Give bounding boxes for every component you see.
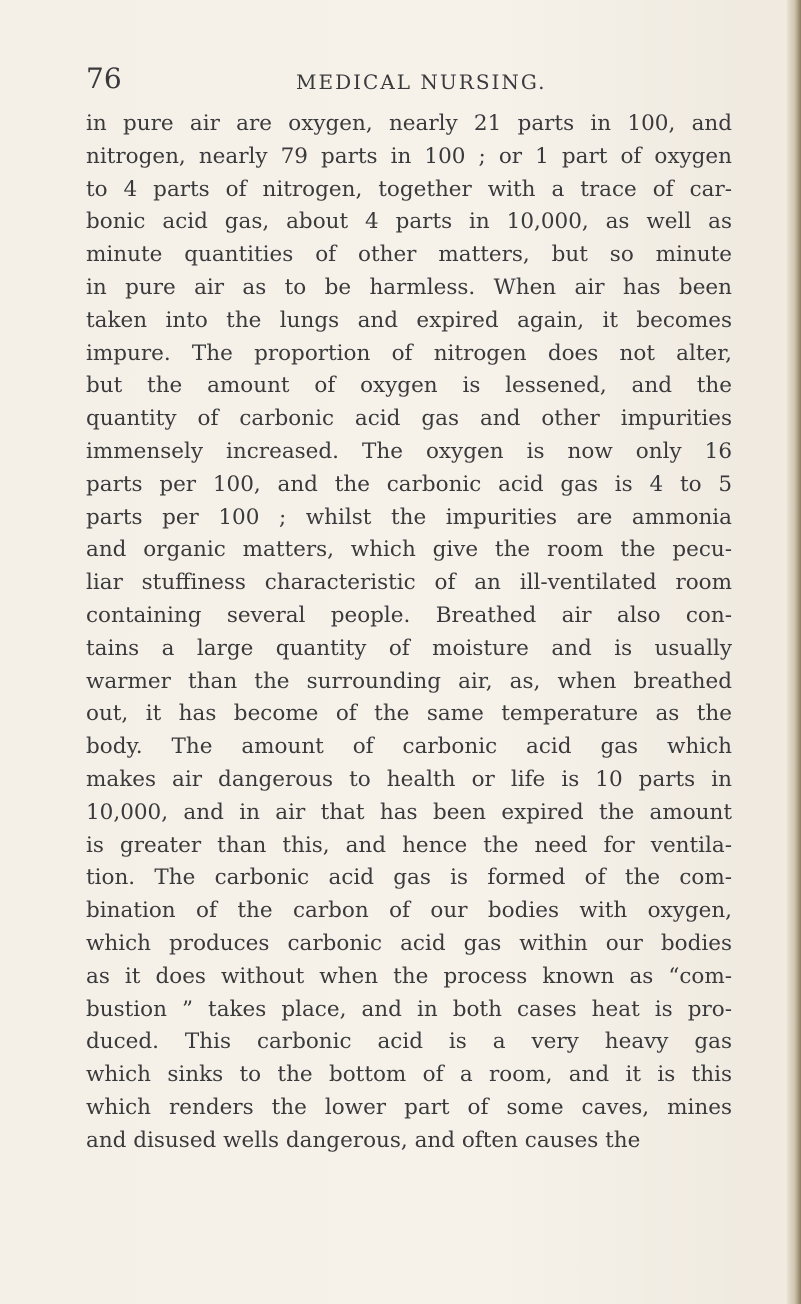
text-line: warmer than the surrounding air, as, when breathed: [86, 668, 732, 694]
text-line: is greater than this, and hence the need for ventila-: [86, 832, 732, 858]
text-line: tion. The carbonic acid gas is formed of the com-: [86, 865, 732, 891]
text-line: but the amount of oxygen is lessened, and the: [86, 373, 732, 399]
text-line: and disused wells dangerous, and often causes the: [86, 1127, 641, 1153]
text-line: duced. This carbonic acid is a very heavy gas: [86, 1029, 732, 1055]
text-line: liar stuffiness characteristic of an ill-ventilated room: [86, 570, 732, 596]
text-line: impure. The proportion of nitrogen does not alter,: [86, 340, 732, 366]
text-line: taken into the lungs and expired again, it becomes: [86, 307, 732, 333]
text-line: tains a large quantity of moisture and is usually: [86, 635, 732, 661]
text-line: in pure air as to be harmless. When air has been: [86, 274, 732, 300]
text-line: minute quantities of other matters, but so minute: [86, 242, 732, 268]
text-line: nitrogen, nearly 79 parts in 100 ; or 1 part of oxygen: [86, 143, 732, 169]
running-head: MEDICAL NURSING.: [296, 70, 547, 94]
text-line: bonic acid gas, about 4 parts in 10,000, as well as: [86, 209, 732, 235]
text-line: 10,000, and in air that has been expired the amount: [86, 799, 732, 825]
page-number: 76: [86, 62, 122, 95]
text-line: quantity of carbonic acid gas and other impurities: [86, 406, 732, 432]
body-text: [86, 108, 732, 1158]
text-line: which produces carbonic acid gas within our bodies: [86, 930, 732, 956]
page-header: [86, 62, 726, 102]
text-line: in pure air are oxygen, nearly 21 parts in 100, and: [86, 111, 732, 136]
text-line: bination of the carbon of our bodies with oxygen,: [86, 898, 732, 924]
text-line: which sinks to the bottom of a room, and it is this: [86, 1062, 732, 1088]
text-line: parts per 100, and the carbonic acid gas is 4 to 5: [86, 471, 732, 497]
text-line: and organic matters, which give the room the pecu-: [86, 537, 732, 563]
text-line: makes air dangerous to health or life is 10 parts in: [86, 766, 732, 792]
text-line: containing several people. Breathed air also con-: [86, 602, 732, 628]
text-line: out, it has become of the same temperature as the: [86, 701, 732, 727]
text-line: to 4 parts of nitrogen, together with a trace of car-: [86, 176, 732, 202]
text-line: parts per 100 ; whilst the impurities are ammonia: [86, 504, 732, 530]
text-line: as it does without when the process known as “com-: [86, 963, 732, 989]
text-line: immensely increased. The oxygen is now only 16: [86, 438, 732, 464]
text-line: body. The amount of carbonic acid gas which: [86, 734, 732, 760]
page-edge: [787, 0, 801, 1304]
text-line: which renders the lower part of some caves, mines: [86, 1094, 732, 1120]
text-line: bustion ” takes place, and in both cases heat is pro-: [86, 996, 732, 1022]
